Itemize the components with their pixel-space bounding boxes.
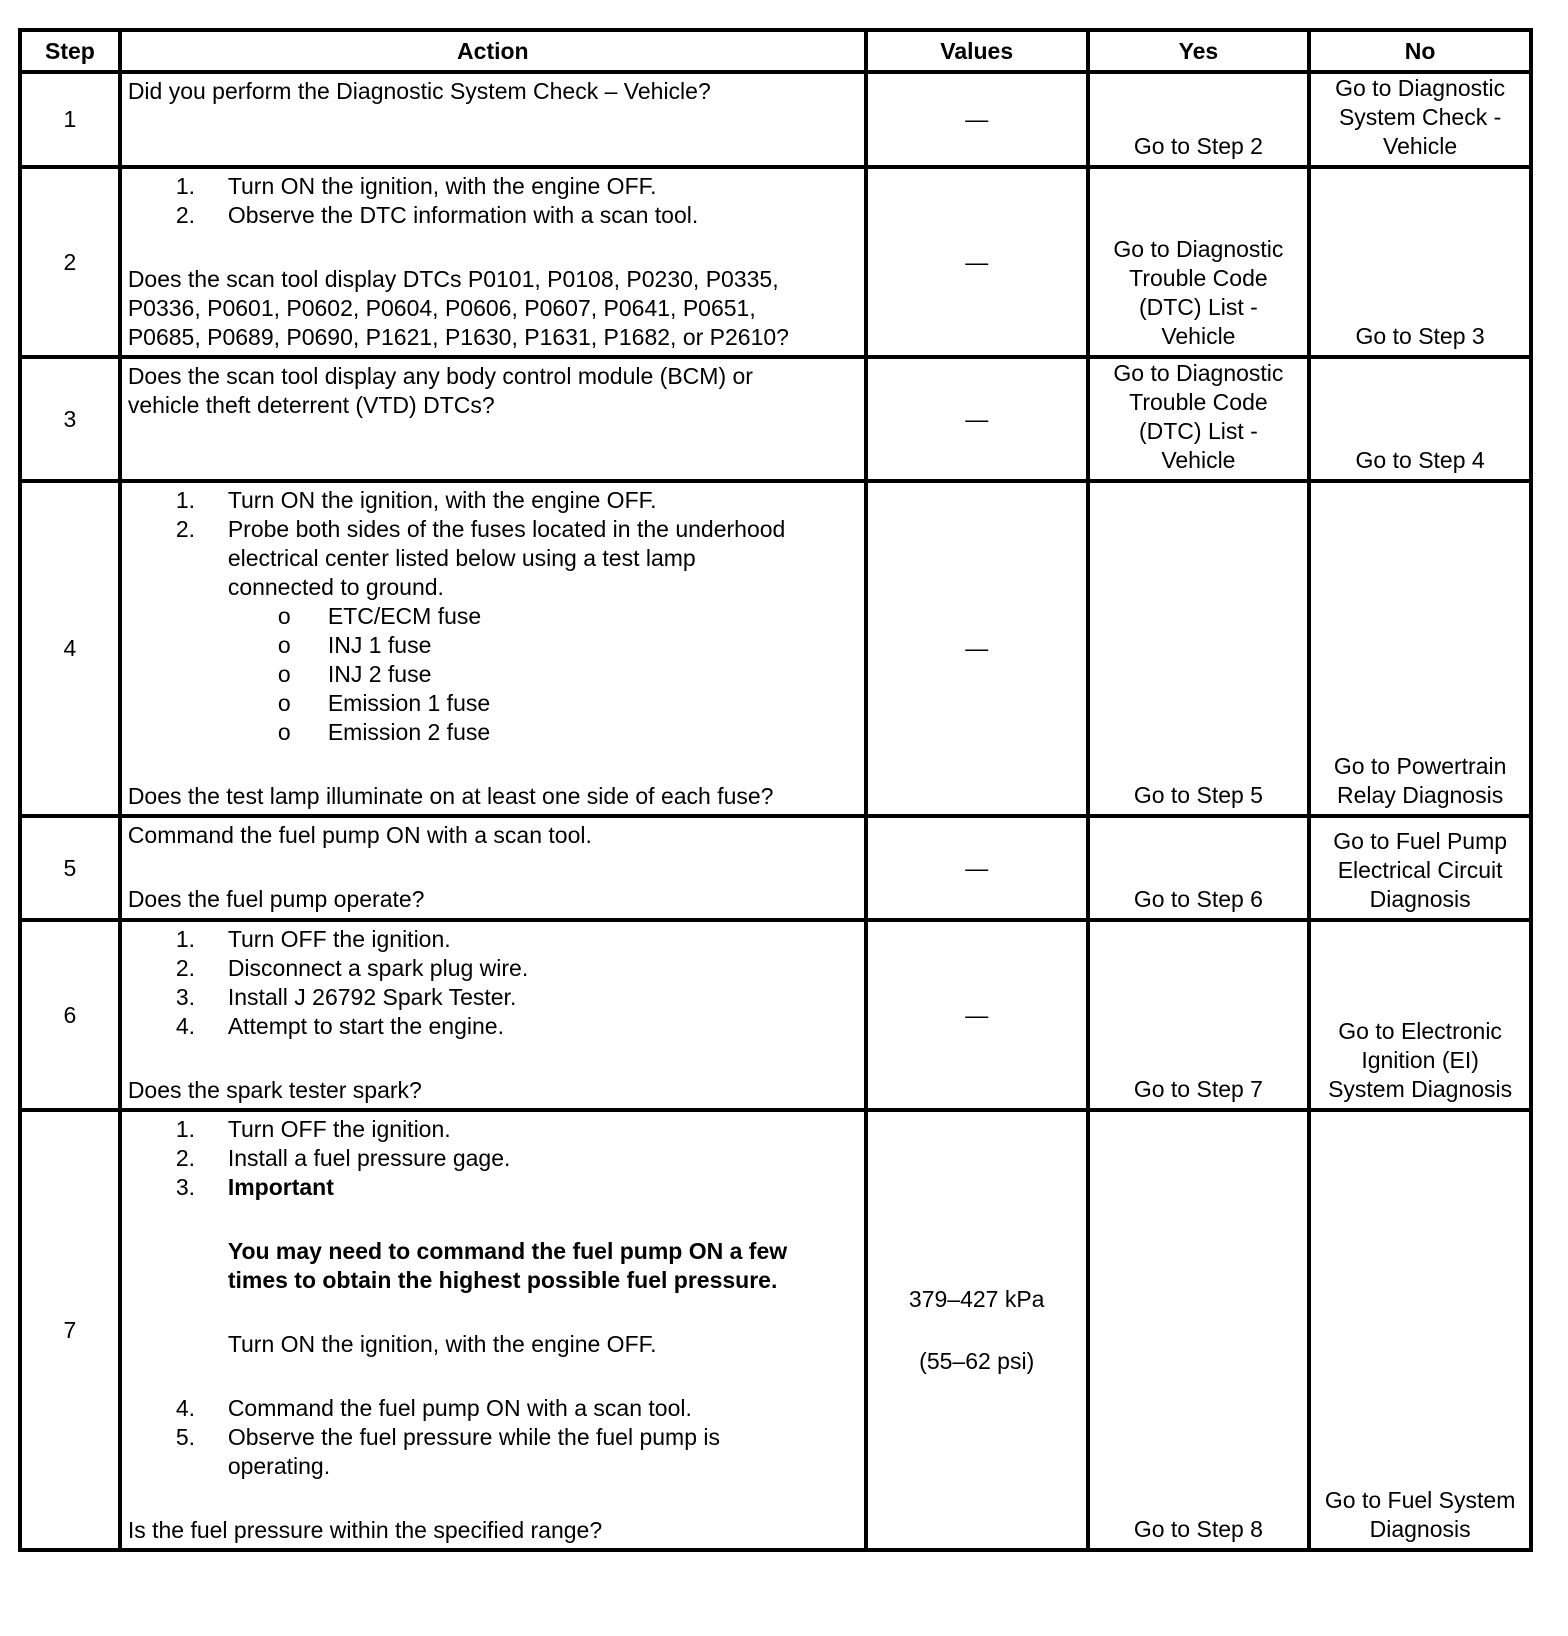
yes-line: Vehicle xyxy=(1161,447,1236,473)
item-text-line: electrical center listed below using a test lamp xyxy=(227,545,696,571)
fuse-item xyxy=(128,602,858,631)
question-line: Does the scan tool display DTCs P0101, P0108, P0230, P0335, xyxy=(127,266,779,292)
yes-text: Go to Step 8 xyxy=(1133,1516,1263,1542)
yes-line: (DTC) List - xyxy=(1138,294,1258,320)
item-number: 1. xyxy=(175,173,195,199)
step-number: 4 xyxy=(20,481,120,816)
question-text: Does the fuel pump operate? xyxy=(127,886,425,912)
item-text: Turn ON the ignition, with the engine OFF. xyxy=(227,487,657,513)
item-text: Turn OFF the ignition. xyxy=(227,926,451,952)
table-row xyxy=(20,1110,1531,1550)
item-number: 1. xyxy=(175,1116,195,1142)
item-number: 4. xyxy=(175,1013,195,1039)
yes-cell xyxy=(1088,481,1310,816)
yes-cell xyxy=(1088,357,1310,481)
table-row xyxy=(20,481,1531,816)
yes-line: Go to Diagnostic xyxy=(1113,360,1284,386)
item-text: Disconnect a spark plug wire. xyxy=(227,955,529,981)
no-line: Vehicle xyxy=(1383,133,1458,159)
bullet-icon: o xyxy=(277,661,291,687)
procedure-list xyxy=(128,172,858,230)
question-text: Does the test lamp illuminate on at least one side of each fuse? xyxy=(127,783,774,809)
no-cell xyxy=(1309,72,1531,167)
action-line: Does the scan tool display any body control module (BCM) or xyxy=(127,363,753,389)
header-yes: Yes xyxy=(1088,30,1310,72)
no-cell xyxy=(1309,357,1531,481)
no-line: Go to Fuel System xyxy=(1324,1487,1516,1513)
item-text: Install a fuel pressure gage. xyxy=(227,1145,511,1171)
important-note-line: You may need to command the fuel pump ON a few xyxy=(227,1238,788,1264)
value-cell: — xyxy=(866,816,1088,920)
value-kpa: 379–427 kPa xyxy=(908,1285,1045,1312)
no-text: Go to Step 4 xyxy=(1355,447,1485,473)
item-text-line: Observe the fuel pressure while the fuel pump is xyxy=(227,1424,721,1450)
procedure-list xyxy=(128,486,858,602)
item-number: 3. xyxy=(175,984,195,1010)
yes-cell xyxy=(1088,1110,1310,1550)
procedure-item xyxy=(128,1173,858,1394)
fuse-item xyxy=(128,689,858,718)
item-text-line: operating. xyxy=(227,1453,331,1479)
action-cell xyxy=(120,1110,866,1550)
value-cell: — xyxy=(866,481,1088,816)
header-values: Values xyxy=(866,30,1088,72)
step-number: 5 xyxy=(20,816,120,920)
fuse-name: INJ 2 fuse xyxy=(327,661,432,687)
item-number: 4. xyxy=(175,1395,195,1421)
value-cell: — xyxy=(866,920,1088,1110)
diagnostic-table-page xyxy=(18,28,1533,1552)
important-sub-text: Turn ON the ignition, with the engine OFF. xyxy=(227,1331,657,1357)
procedure-item xyxy=(128,1423,858,1481)
fuse-name: Emission 2 fuse xyxy=(327,719,491,745)
no-cell xyxy=(1309,167,1531,357)
item-text: Observe the DTC information with a scan tool. xyxy=(227,202,699,228)
yes-text: Go to Step 6 xyxy=(1133,886,1263,912)
table-row xyxy=(20,167,1531,357)
bullet-icon: o xyxy=(277,603,291,629)
question-line: P0336, P0601, P0602, P0604, P0606, P0607, P0641, P0651, xyxy=(127,295,756,321)
fuse-name: INJ 1 fuse xyxy=(327,632,432,658)
item-text-line: Probe both sides of the fuses located in the underhood xyxy=(227,516,786,542)
no-cell xyxy=(1309,920,1531,1110)
item-number: 2. xyxy=(175,1145,195,1171)
no-line: Diagnosis xyxy=(1369,1516,1471,1542)
no-line: Go to Powertrain xyxy=(1333,753,1507,779)
yes-cell xyxy=(1088,72,1310,167)
step-number: 1 xyxy=(20,72,120,167)
action-cell xyxy=(120,481,866,816)
bullet-icon: o xyxy=(277,632,291,658)
procedure-item xyxy=(128,1144,858,1173)
yes-line: Vehicle xyxy=(1161,323,1236,349)
question-text: Is the fuel pressure within the specified range? xyxy=(127,1517,603,1543)
yes-line: Trouble Code xyxy=(1129,265,1268,291)
no-text: Go to Step 3 xyxy=(1355,323,1485,349)
fuse-item xyxy=(128,718,858,747)
step-number: 3 xyxy=(20,357,120,481)
question-line: P0685, P0689, P0690, P1621, P1630, P1631, P1682, or P2610? xyxy=(127,324,789,350)
no-line: Go to Fuel Pump xyxy=(1333,828,1508,854)
value-psi: (55–62 psi) xyxy=(919,1347,1035,1374)
fuse-name: ETC/ECM fuse xyxy=(327,603,482,629)
important-label: Important xyxy=(227,1174,334,1200)
procedure-item xyxy=(128,515,858,602)
item-text-line: connected to ground. xyxy=(227,574,444,600)
yes-line: (DTC) List - xyxy=(1138,418,1258,444)
yes-text: Go to Step 5 xyxy=(1133,782,1263,808)
item-text: Install J 26792 Spark Tester. xyxy=(227,984,517,1010)
action-line: vehicle theft deterrent (VTD) DTCs? xyxy=(127,392,495,418)
yes-cell xyxy=(1088,920,1310,1110)
item-text: Turn OFF the ignition. xyxy=(227,1116,451,1142)
no-line: Electrical Circuit xyxy=(1337,857,1503,883)
procedure-item xyxy=(128,1115,858,1144)
value-cell xyxy=(866,1110,1088,1550)
procedure-list xyxy=(128,925,858,1041)
item-text: Turn ON the ignition, with the engine OFF. xyxy=(227,173,657,199)
value-cell: — xyxy=(866,167,1088,357)
item-number: 2. xyxy=(175,202,195,228)
action-text: Did you perform the Diagnostic System Check – Vehicle? xyxy=(127,78,711,104)
yes-text: Go to Step 2 xyxy=(1133,133,1263,159)
procedure-list xyxy=(128,1115,858,1481)
procedure-item xyxy=(128,983,858,1012)
item-number: 5. xyxy=(175,1424,195,1450)
procedure-item xyxy=(128,954,858,983)
no-line: System Diagnosis xyxy=(1328,1076,1513,1102)
action-cell xyxy=(120,167,866,357)
table-row xyxy=(20,920,1531,1110)
fuse-item xyxy=(128,631,858,660)
yes-cell xyxy=(1088,816,1310,920)
action-cell xyxy=(120,816,866,920)
question-text: Does the spark tester spark? xyxy=(127,1077,422,1103)
item-number: 2. xyxy=(175,516,195,542)
action-text: Command the fuel pump ON with a scan tool. xyxy=(127,822,592,848)
item-text: Command the fuel pump ON with a scan tool. xyxy=(227,1395,692,1421)
no-line: Ignition (EI) xyxy=(1361,1047,1479,1073)
value-cell: — xyxy=(866,72,1088,167)
no-line: Go to Diagnostic xyxy=(1335,75,1506,101)
bullet-icon: o xyxy=(277,719,291,745)
header-no: No xyxy=(1309,30,1531,72)
procedure-item xyxy=(128,1012,858,1041)
fuse-item xyxy=(128,660,858,689)
yes-text: Go to Step 7 xyxy=(1133,1076,1263,1102)
no-line: Relay Diagnosis xyxy=(1337,782,1504,808)
fuse-list xyxy=(128,602,858,747)
no-cell xyxy=(1309,816,1531,920)
table-row xyxy=(20,357,1531,481)
action-cell xyxy=(120,357,866,481)
no-cell xyxy=(1309,481,1531,816)
step-number: 6 xyxy=(20,920,120,1110)
header-row xyxy=(20,30,1531,72)
item-number: 1. xyxy=(175,487,195,513)
action-cell xyxy=(120,72,866,167)
step-number: 2 xyxy=(20,167,120,357)
procedure-item xyxy=(128,201,858,230)
action-cell xyxy=(120,920,866,1110)
no-line: Diagnosis xyxy=(1369,886,1471,912)
yes-line: Trouble Code xyxy=(1129,389,1268,415)
fuse-name: Emission 1 fuse xyxy=(327,690,491,716)
item-number: 2. xyxy=(175,955,195,981)
procedure-item xyxy=(128,486,858,515)
item-number: 1. xyxy=(175,926,195,952)
value-cell: — xyxy=(866,357,1088,481)
header-action: Action xyxy=(120,30,866,72)
bullet-icon: o xyxy=(277,690,291,716)
no-line: System Check - xyxy=(1338,104,1502,130)
procedure-item xyxy=(128,925,858,954)
yes-cell xyxy=(1088,167,1310,357)
item-number: 3. xyxy=(175,1174,195,1200)
no-cell xyxy=(1309,1110,1531,1550)
no-line: Go to Electronic xyxy=(1338,1018,1502,1044)
procedure-item xyxy=(128,1394,858,1423)
yes-line: Go to Diagnostic xyxy=(1113,236,1284,262)
important-note-line: times to obtain the highest possible fuel pressure. xyxy=(227,1267,778,1293)
diagnostic-table xyxy=(18,28,1533,1552)
step-number: 7 xyxy=(20,1110,120,1550)
header-step: Step xyxy=(20,30,120,72)
item-text: Attempt to start the engine. xyxy=(227,1013,504,1039)
procedure-item xyxy=(128,172,858,201)
table-row xyxy=(20,72,1531,167)
table-row xyxy=(20,816,1531,920)
